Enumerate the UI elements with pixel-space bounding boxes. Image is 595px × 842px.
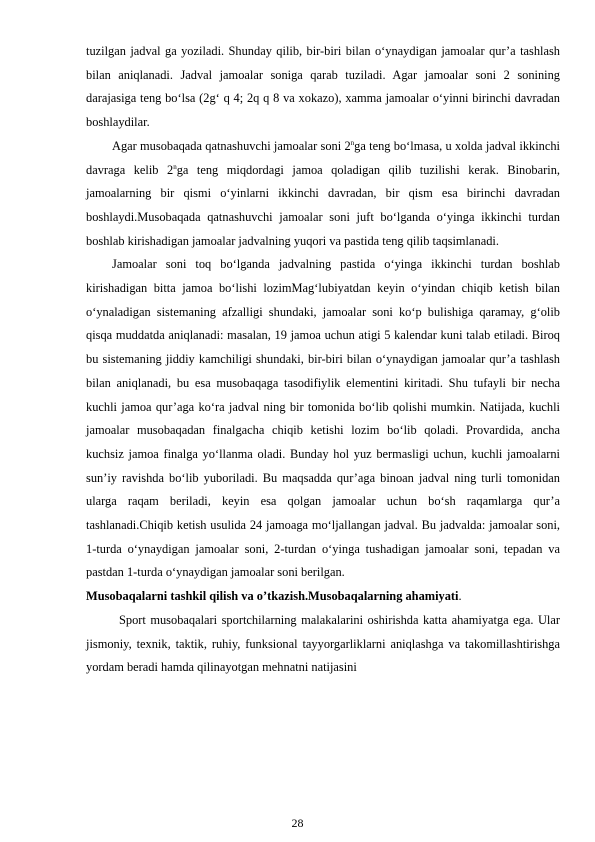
document-body (86, 40, 560, 680)
paragraph-4: Sport musobaqalari sportchilarning malakalarini oshirishda katta ahamiyatga ega. Ular jismoniy, texnik, taktik, ruhiy, funksional tayyorgarliklarni aniqlashga va takomillashtirishga yordam beradi hamda qilinayotgan mehnatni natijasini (86, 612, 560, 675)
page-number: 28 (291, 816, 304, 830)
paragraph-1: tuzilgan jadval ga yoziladi. Shunday qilib, bir-biri bilan o‘ynaydigan jamoalar qur’a tashlash bilan aniqlanadi. Jadval jamoalar soniga qarab tuziladi. Agar jamoalar soni 2 sonining darajasiga teng bo‘lsa (2g‘ q 4; 2q q 8 va xokazo), xamma jamoalar o‘yinni birinchi davradan boshlaydilar. (86, 44, 560, 130)
paragraph-2-part-a: Agar musobaqada qatnashuvchi jamoalar soni 2 (112, 138, 351, 153)
superscript-n-1: n (350, 138, 355, 147)
paragraph-2-part-c: ga teng miqdordagi jamoa qoladigan qilib tuzilishi kerak. Binobarin, jamoalarning bir qismi o‘yinlarni ikkinchi davradan, bir qism esa birinchi davradan boshlaydi.Musobaqada qatnashuvchi jamoalar soni juft bo‘lganda o‘yinga ikkinchi turdan boshlab kirishadigan jamoalar jadvalning yuqori va pastida teng qilib taqsimlanadi. (86, 162, 560, 248)
section-heading: Musobaqalarni tashkil qilish va o’tkazish.Musobaqalarning ahamiyati (86, 589, 459, 604)
superscript-n-2: n (173, 162, 177, 171)
paragraph-3: Jamoalar soni toq bo‘lganda jadvalning pastida o‘yinga ikkinchi turdan boshlab kirishadigan bitta jamoa bo‘lishi lozimMag‘lubiyatdan keyin o‘yindan chiqib ketish bilan o‘ynaladigan sistemaning afzalligi shundaki, jamoalar soni ko‘p bulishiga qaramay, g‘olib qisqa muddatda aniqlanadi: masalan, 19 jamoa uchun atigi 5 kalendar kuni talab etiladi. Biroq bu sistemaning jiddiy kamchiligi shundaki, bir-biri bilan o‘ynaydigan jamoalar qur’a tashlash bilan aniqlanadi, bu esa musobaqaga tasodifiylik elementini kiritadi. Shu tufayli bir necha kuchli jamoa qur’aga ko‘ra jadval ning bir tomonida bo‘lib qolishi mumkin. Natijada, kuchli jamoalar musobaqadan finalgacha chiqib ketishi lozim bo‘lib qoladi. Provardida, ancha kuchsiz jamoa finalga yo‘llanma oladi. Bunday hol yuz bermasligi uchun, kuchli jamoalarni sun’iy ravishda bo‘lib yuboriladi. Bu maqsadda qur’aga binoan jadval ning turli tomonidan ularga raqam beriladi, keyin esa qolgan jamoalar uchun bo‘sh raqamlarga qur’a tashlanadi.Chiqib ketish usulida 24 jamoaga mo‘ljallangan jadval. Bu jadvalda: jamoalar soni, 1-turda o‘ynaydigan jamoalar soni, 2-turdan o‘yinga tushadigan jamoalar soni, tepadan va pastdan 1-turda o‘ynaydigan jamoalar soni berilgan. (86, 257, 560, 580)
paragraph-2 (86, 135, 560, 254)
section-heading-line (86, 585, 560, 609)
paragraph-2-part-b: ga teng bo‘lmasa, u xolda jadval ikkinchi davraga kelib 2 (86, 138, 560, 177)
section-heading-tail: . (458, 589, 462, 604)
